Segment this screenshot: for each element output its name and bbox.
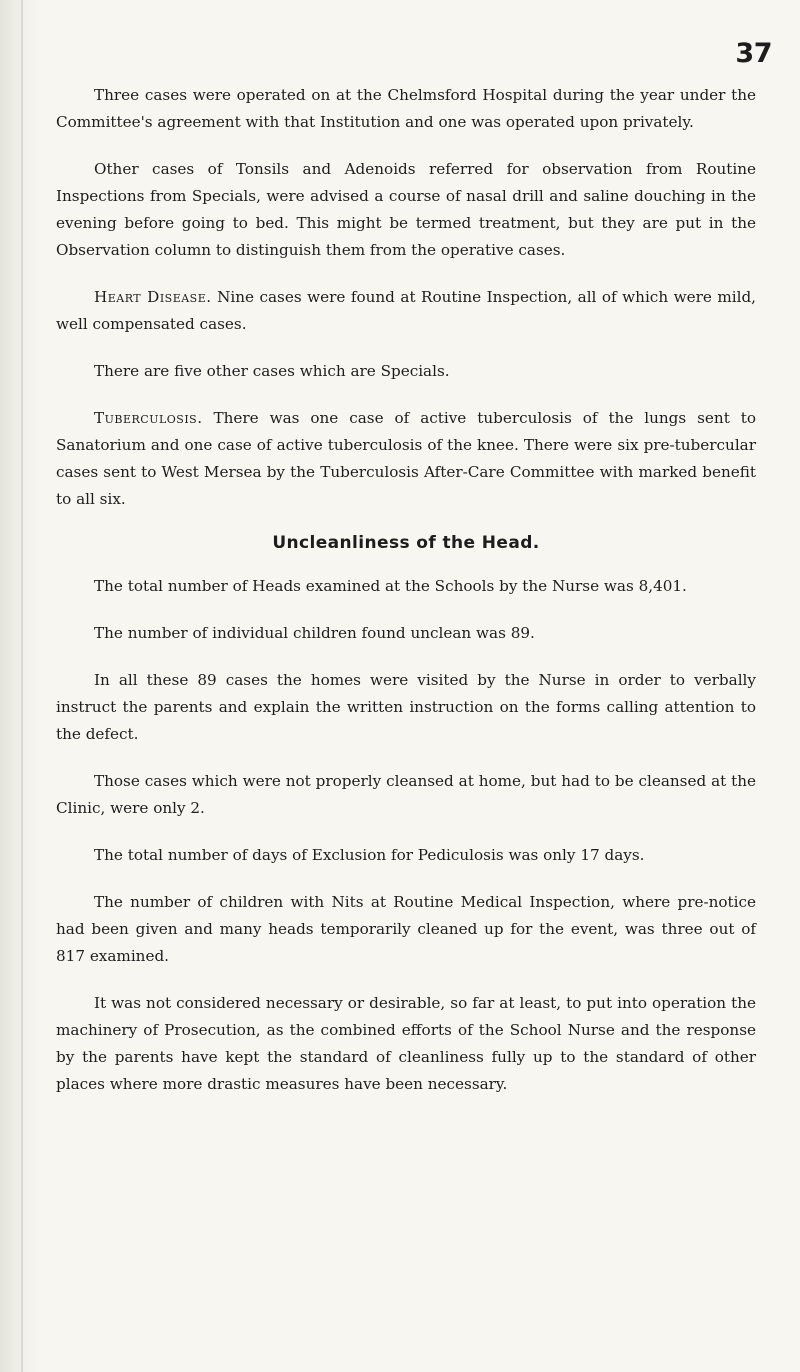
paragraph-exclusion-days: The total number of days of Exclusion for Pediculosis was only 17 days. <box>94 846 645 864</box>
paragraph-tuberculosis <box>56 405 756 513</box>
paragraph-prosecution: It was not considered necessary or desirable, so far at least, to put into operation the machinery of Prosecution, as the combined efforts of the School Nurse and the response by the parents have kept the standard of cleanliness fully up to the standard of other places where more drastic measures have been necessary. <box>56 994 756 1093</box>
page-number: 37 <box>735 38 772 69</box>
paragraph-heads-examined: The total number of Heads examined at the Schools by the Nurse was 8,401. <box>94 577 687 595</box>
tuberculosis-heading: Tuberculosis. <box>94 409 203 427</box>
paragraph-children-unclean: The number of individual children found unclean was 89. <box>94 624 535 642</box>
heart-disease-text: Nine cases were found at Routine Inspection, all of which were mild, well compensated cases. <box>56 288 756 333</box>
heart-disease-heading: Heart Disease. <box>94 288 212 306</box>
paragraph-home-visits: In all these 89 cases the homes were visited by the Nurse in order to verbally instruct the parents and explain the written instruction on the forms calling attention to the defect. <box>56 671 756 743</box>
paragraph-nits: The number of children with Nits at Routine Medical Inspection, where pre-notice had been given and many heads temporarily cleaned up for the event, was three out of 817 examined. <box>56 893 756 965</box>
binding-shadow-line <box>21 0 23 1372</box>
tuberculosis-text: There was one case of active tuberculosis of the lungs sent to Sanatorium and one case of active tuberculosis of the knee. There were six pre-tubercular cases sent to West Mersea by the Tuberculosis After-Care Committee with marked benefit to all six. <box>56 409 756 508</box>
page-body <box>56 82 756 1118</box>
paragraph-chelmsford-operations: Three cases were operated on at the Chelmsford Hospital during the year under the Committee's agreement with that Institution and one was operated upon privately. <box>56 86 756 131</box>
paragraph-specials: There are five other cases which are Specials. <box>94 362 450 380</box>
paragraph-tonsils-adenoids: Other cases of Tonsils and Adenoids referred for observation from Routine Inspections from Specials, were advised a course of nasal drill and saline douching in the evening before going to bed. This might be termed treatment, but they are put in the Observation column to distinguish them from the operative cases. <box>56 160 756 259</box>
paragraph-clinic-cleansing: Those cases which were not properly cleansed at home, but had to be cleansed at the Clinic, were only 2. <box>56 772 756 817</box>
page-binding-edge <box>0 0 40 1372</box>
paragraph-heart-disease <box>56 284 756 338</box>
section-heading-uncleanliness: Uncleanliness of the Head. <box>272 533 540 553</box>
